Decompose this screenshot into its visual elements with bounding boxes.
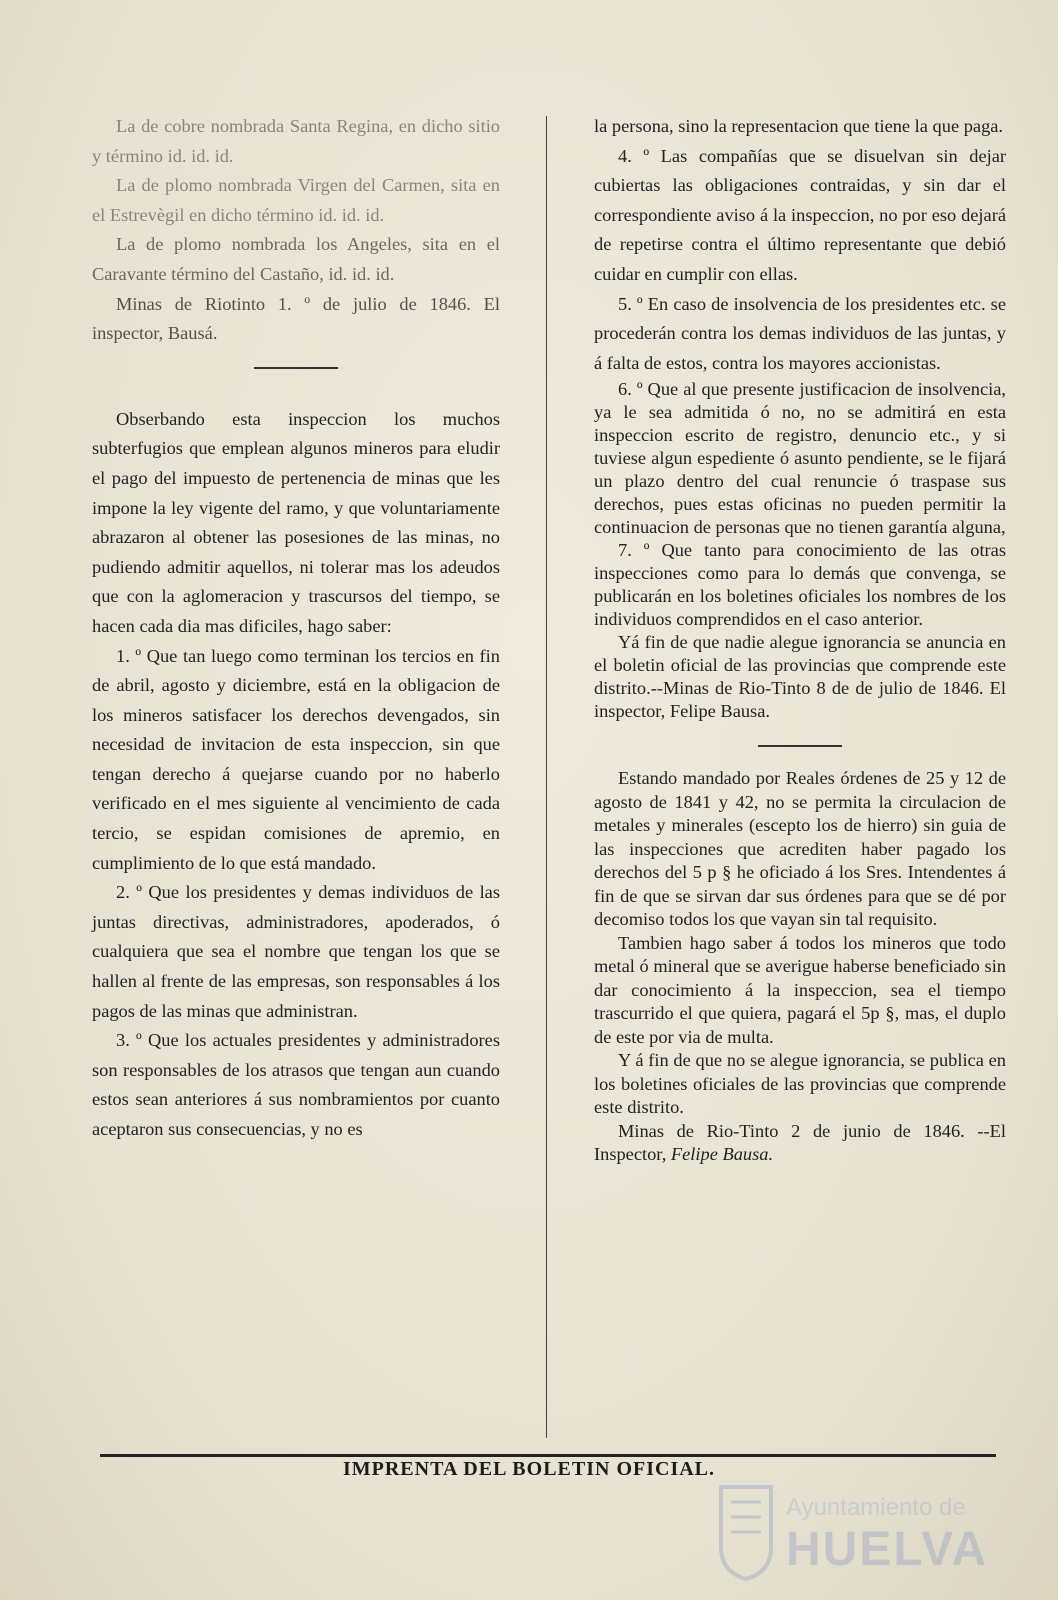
- paragraph-signature: [594, 1120, 1006, 1167]
- paragraph-item-2: 2. º Que los presidentes y demas individuos de las juntas directivas, administradores, apoderados, ó cualquiera que sea el nombre que tengan los que se hallen al frente de las empresas, son responsables á los pagos de las minas que administran.: [92, 882, 500, 1021]
- right-column: [594, 112, 1006, 1167]
- paragraph-item-6: 6. º Que al que presente justificacion de insolvencia, ya le sea admitida ó no, no se admitirá en esta inspeccion escrito de registro, denuncio etc., y si tuviese algun espediente ó asunto pendiente, se le fijará un plazo dentro del cual renuncie ó traspase sus derechos, pues estas oficinas no pueden permitir la continuacion de personas que no tienen garantía alguna,: [594, 379, 1006, 538]
- signature-date: Minas de Rio-Tinto 2 de junio de 1846. --El Inspector,: [594, 1120, 1006, 1165]
- paragraph-continuation: la persona, sino la representacion que tiene la que paga.: [594, 116, 1004, 136]
- section-separator: [254, 367, 338, 369]
- footer-rule: [100, 1454, 996, 1457]
- left-column: [92, 112, 500, 1145]
- paragraph-item-3: 3. º Que los actuales presidentes y administradores son responsables de los atrasos que tengan aun cuando estos sean anteriores á sus nombramientos por cuanto aceptaron sus consecuencias, y no es: [92, 1030, 500, 1139]
- signature-name: Felipe Bausa.: [670, 1144, 774, 1165]
- footer-imprint: IMPRENTA DEL BOLETIN OFICIAL.: [342, 1458, 716, 1480]
- paragraph-item-4: 4. º Las compañías que se disuelvan sin dejar cubiertas las obligaciones contraidas, y sin dar el correspondiente aviso á la inspeccion, no por eso dejará de repetirse contra el último representante que debió cuidar en cumplir con ellas.: [594, 145, 1006, 284]
- paragraph-closing: Yá fin de que nadie alegue ignorancia se anuncia en el boletin oficial de las provincias que comprende este distrito.--Minas de Rio-Tinto 8 de de julio de 1846. El inspector, Felipe Bausa.: [594, 632, 1006, 722]
- paragraph-intro: Obserbando esta inspeccion los muchos subterfugios que emplean algunos mineros para eludir el pago del impuesto de pertenencia de minas que les impone la ley vigente del ramo, y que voluntariamente abrazaron al obtener las posesiones de las minas, no pudiendo admitir aquellos, ni tolerar mas los adeudos que con la aglomeracion y trascursos del tiempo, se hacen cada dia mas dificiles, hago saber:: [92, 408, 500, 636]
- watermark: [716, 1482, 1006, 1592]
- watermark-line1: Ayuntamiento de: [786, 1494, 966, 1521]
- paragraph-mine-virgen-carmen: La de plomo nombrada Virgen del Carmen, sita en el Estrevègil en dicho término id. id. id.: [92, 175, 500, 225]
- paragraph-mine-angeles: La de plomo nombrada los Angeles, sita en el Caravante término del Castaño, id. id. id.: [92, 234, 500, 284]
- paragraph-notice-1: Estando mandado por Reales órdenes de 25 y 12 de agosto de 1841 y 42, no se permita la circulacion de metales y minerales (escepto los de hierro) sin guia de las inspecciones que acrediten haber pagado los derechos del 5 p § he oficiado á los Sres. Intendentes á fin de que se sirvan dar sus órdenes para que se dé por decomiso todos los que vayan sin tal requisito.: [594, 768, 1006, 930]
- paragraph-item-1: 1. º Que tan luego como terminan los tercios en fin de abril, agosto y diciembre, está en la obligacion de los mineros satisfacer los derechos devengados, sin necesidad de invitacion de esta inspeccion, sin que tengan derecho á quejarse cuando por no haberlo verificado en el mes siguiente al vencimiento de cada tercio, se espidan comisiones de apremio, en cumplimiento de lo que está mandado.: [92, 645, 500, 873]
- column-divider: [546, 116, 547, 1438]
- section-separator: [758, 745, 842, 747]
- shield-icon: [716, 1482, 776, 1582]
- paragraph-item-7: 7. º Que tanto para conocimiento de las otras inspecciones como para lo demás que convenga, se publicarán en los boletines oficiales los nombres de los individuos comprendidos en el caso anterior.: [594, 540, 1006, 630]
- paragraph-notice-2: Tambien hago saber á todos los mineros que todo metal ó mineral que se averigue haberse beneficiado sin dar conocimiento á la inspeccion, sea el tiempo trascurrido el que quiera, pagará el 5p §, mas, el duplo de este por via de multa.: [594, 932, 1006, 1047]
- paragraph-notice-3: Y á fin de que no se alegue ignorancia, se publica en los boletines oficiales de las provincias que comprende este distrito.: [594, 1050, 1006, 1118]
- watermark-line2: HUELVA: [786, 1523, 989, 1576]
- paragraph-mine-santa-regina: La de cobre nombrada Santa Regina, en dicho sitio y término id. id. id.: [92, 116, 500, 166]
- paragraph-signature-bausa: Minas de Riotinto 1. º de julio de 1846. El inspector, Bausá.: [92, 293, 500, 344]
- paragraph-item-5: 5. º En caso de insolvencia de los presidentes etc. se procederán contra los demas individuos de las juntas, y á falta de estos, contra los mayores accionistas.: [594, 293, 1006, 373]
